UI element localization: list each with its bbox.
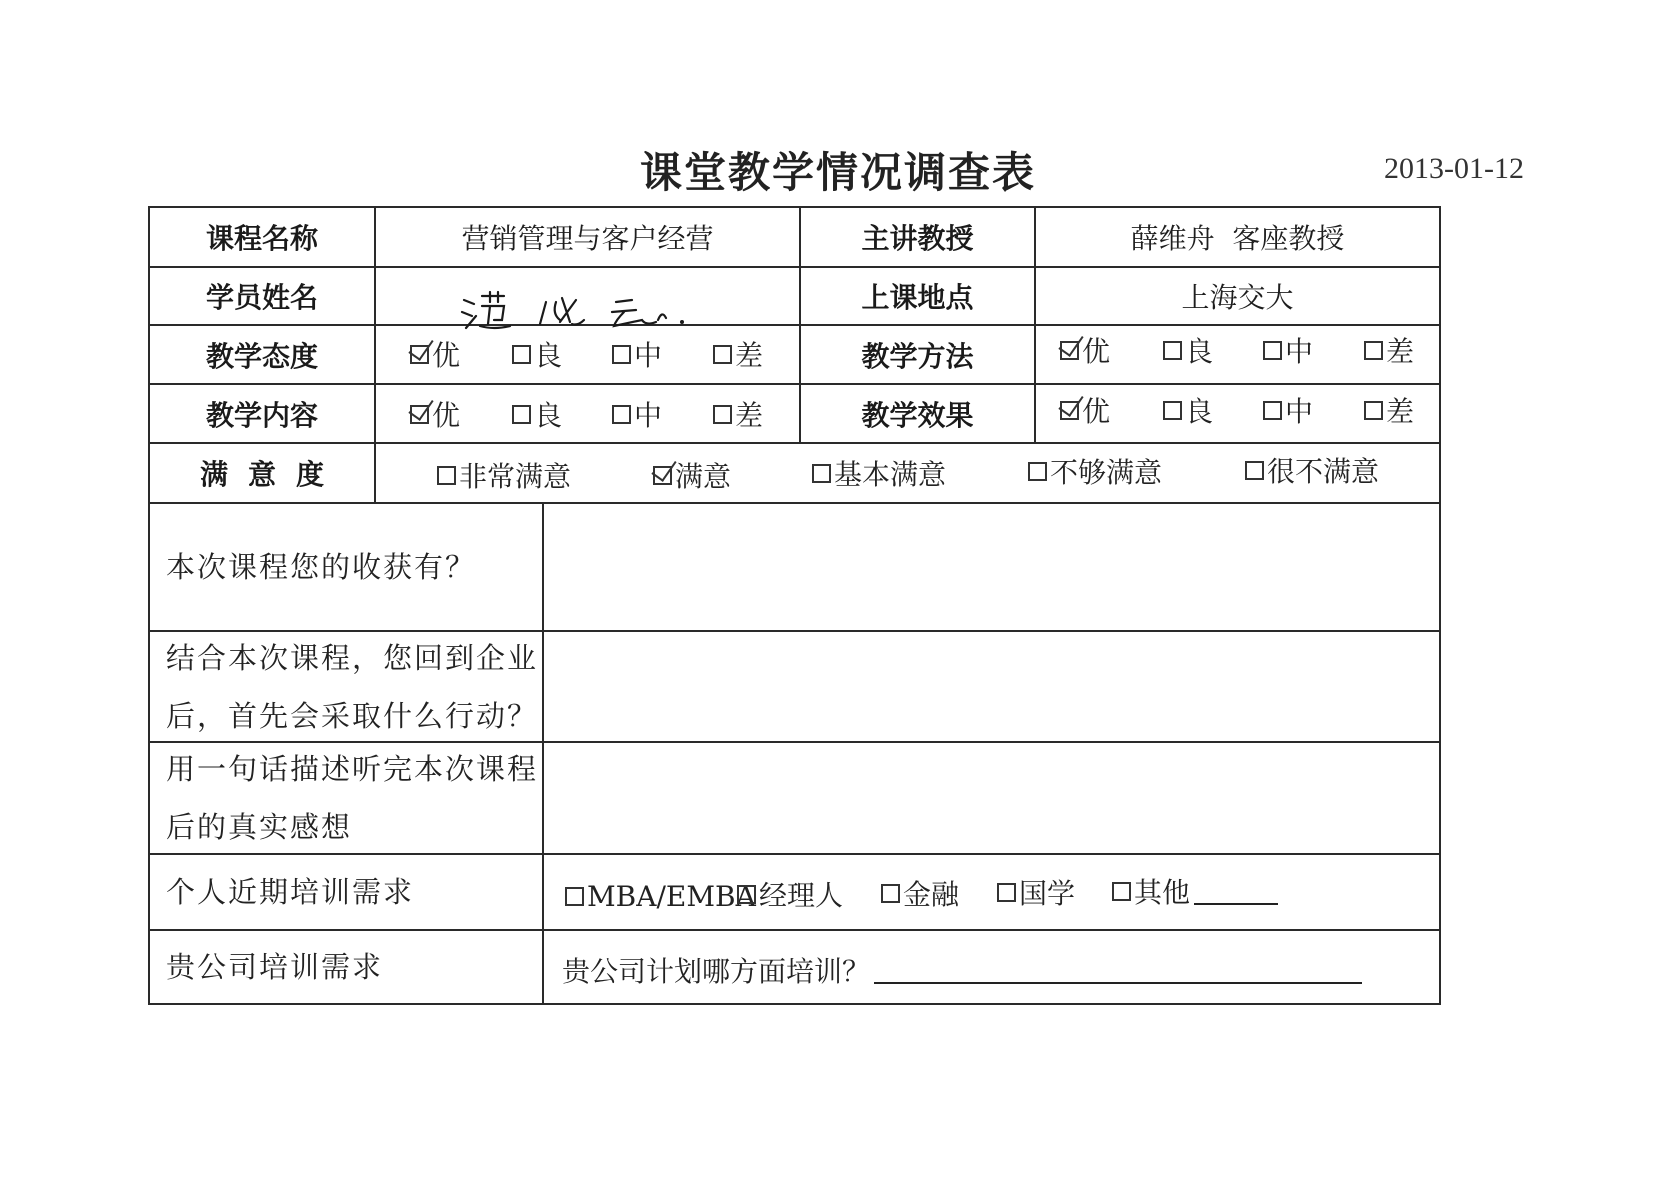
attitude-option-good[interactable]: 良: [512, 334, 562, 374]
method-option-poor[interactable]: 差: [1364, 330, 1414, 370]
lecturer-label: 主讲教授: [861, 222, 974, 255]
content-option-good[interactable]: 良: [512, 394, 562, 434]
question-gains: 本次课程您的收获有？: [166, 550, 477, 584]
question-personal-needs: 个人近期培训需求: [166, 875, 415, 909]
checkbox-icon[interactable]: [713, 345, 732, 364]
method-option-excellent[interactable]: 优: [1060, 330, 1110, 370]
course-name-label: 课程名称: [205, 222, 318, 255]
checkbox-icon[interactable]: [1263, 401, 1282, 420]
checkbox-icon[interactable]: [653, 466, 672, 485]
attitude-option-poor[interactable]: 差: [713, 334, 763, 374]
company-plan-blank-field[interactable]: [874, 956, 1362, 984]
answer-action-field[interactable]: [544, 632, 1439, 741]
content-option-average[interactable]: 中: [612, 394, 662, 434]
checkbox-icon[interactable]: [1112, 882, 1131, 901]
personal-need-finance[interactable]: 金融: [881, 873, 959, 913]
checkbox-icon[interactable]: [1364, 401, 1383, 420]
course-name-value[interactable]: 营销管理与客户经营: [461, 222, 714, 255]
checkbox-icon[interactable]: [812, 464, 831, 483]
satisfaction-option-very-unsatisfied[interactable]: 很不满意: [1245, 450, 1379, 490]
effect-option-good[interactable]: 良: [1163, 390, 1213, 430]
student-name-handwriting[interactable]: [460, 290, 700, 334]
other-blank-field[interactable]: [1194, 877, 1278, 905]
checkbox-icon[interactable]: [437, 466, 456, 485]
checkbox-icon[interactable]: [997, 883, 1016, 902]
checkbox-icon[interactable]: [1245, 461, 1264, 480]
method-label: 教学方法: [861, 339, 974, 373]
satisfaction-option-not-satisfied[interactable]: 不够满意: [1028, 451, 1162, 491]
lecturer-value[interactable]: 薛维舟 客座教授: [1130, 222, 1345, 255]
checkbox-icon[interactable]: [512, 345, 531, 364]
checkbox-icon[interactable]: [1364, 341, 1383, 360]
checkbox-icon[interactable]: [1163, 341, 1182, 360]
satisfaction-option-satisfied[interactable]: 满意: [653, 455, 731, 495]
content-option-poor[interactable]: 差: [713, 394, 763, 434]
checkbox-icon[interactable]: [565, 887, 584, 906]
form-date: 2013-01-12: [1384, 152, 1524, 185]
personal-need-mba[interactable]: MBA/EMBA: [565, 876, 756, 916]
personal-need-chinese-studies[interactable]: 国学: [997, 872, 1075, 912]
question-action: 结合本次课程，您回到企业后，首先会采取什么行动？: [166, 640, 539, 733]
checkbox-icon[interactable]: [1060, 341, 1079, 360]
company-plan-prompt: 贵公司计划哪方面培训？: [562, 955, 871, 988]
checkbox-icon[interactable]: [737, 885, 756, 904]
location-label: 上课地点: [861, 281, 974, 314]
effect-option-average[interactable]: 中: [1263, 390, 1313, 430]
attitude-label: 教学态度: [205, 339, 318, 373]
location-value[interactable]: 上海交大: [1181, 281, 1294, 314]
checkbox-icon[interactable]: [1263, 341, 1282, 360]
page-title: 课堂教学情况调查表: [640, 148, 1037, 197]
student-name-label: 学员姓名: [205, 281, 318, 314]
checkbox-icon[interactable]: [1060, 401, 1079, 420]
checkbox-icon[interactable]: [1163, 401, 1182, 420]
attitude-option-average[interactable]: 中: [612, 334, 662, 374]
method-option-average[interactable]: 中: [1263, 330, 1313, 370]
satisfaction-option-very-satisfied[interactable]: 非常满意: [437, 455, 571, 495]
checkbox-icon[interactable]: [713, 405, 732, 424]
checkbox-icon[interactable]: [1028, 462, 1047, 481]
personal-need-manager[interactable]: 经理人: [737, 874, 843, 914]
effect-label: 教学效果: [861, 398, 974, 432]
content-label: 教学内容: [205, 398, 318, 432]
answer-feeling-field[interactable]: [544, 743, 1439, 853]
checkbox-icon[interactable]: [881, 884, 900, 903]
satisfaction-label: 满意度: [199, 458, 344, 491]
personal-need-other[interactable]: 其他: [1112, 871, 1278, 911]
checkbox-icon[interactable]: [512, 405, 531, 424]
answer-gains-field[interactable]: [544, 504, 1439, 630]
checkbox-icon[interactable]: [410, 345, 429, 364]
method-option-good[interactable]: 良: [1163, 330, 1213, 370]
question-company-needs: 贵公司培训需求: [166, 950, 384, 984]
effect-option-poor[interactable]: 差: [1364, 390, 1414, 430]
checkbox-icon[interactable]: [612, 345, 631, 364]
question-feeling: 用一句话描述听完本次课程后的真实感想: [166, 752, 539, 844]
satisfaction-option-basically-satisfied[interactable]: 基本满意: [812, 453, 946, 493]
checkbox-icon[interactable]: [410, 405, 429, 424]
attitude-option-excellent[interactable]: 优: [410, 334, 460, 374]
checkbox-icon[interactable]: [612, 405, 631, 424]
content-option-excellent[interactable]: 优: [410, 394, 460, 434]
company-plan-row: [562, 950, 1362, 990]
effect-option-excellent[interactable]: 优: [1060, 390, 1110, 430]
